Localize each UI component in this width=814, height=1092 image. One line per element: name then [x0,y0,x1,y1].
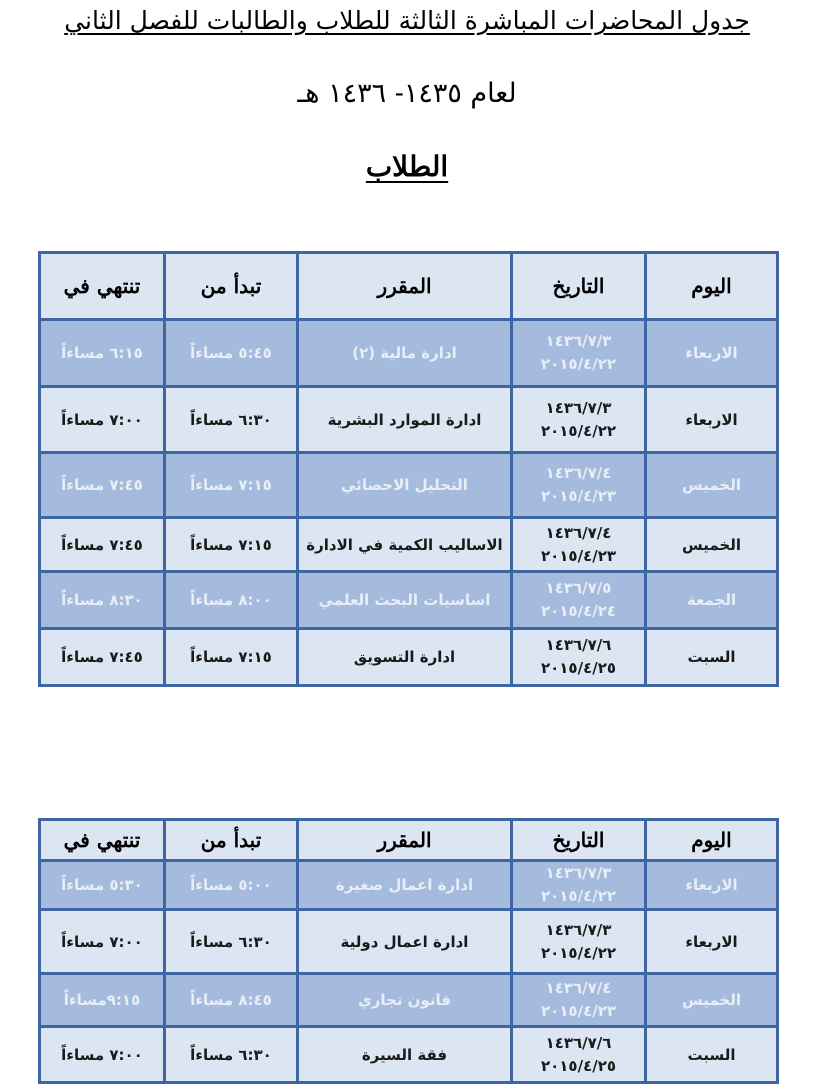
day-cell [646,320,778,387]
course-cell [298,518,512,572]
start-time-start: ٥:٤٥ مساءاً [190,344,272,362]
start-time-start: ٥:٠٠ مساءاً [190,876,272,894]
date-hijri: ١٤٣٦/٧/٦ [545,636,612,654]
end-time-cell [40,629,165,686]
course-cell [298,572,512,629]
date-hijri: ١٤٣٦/٧/٦ [545,1033,612,1052]
start-time-start: ٧:١٥ مساءاً [190,476,272,494]
course-course: اساسيات البحث العلمي [318,591,491,609]
start-time-cell [165,387,298,453]
day-day: الخميس [682,535,741,554]
start-time-cell [165,320,298,387]
date-hijri: ١٤٣٦/٧/٣ [545,332,612,350]
start-time-start: ٧:١٥ مساءاً [190,535,272,554]
end-time-end: ٥:٣٠ مساءاً [61,876,143,894]
table-row [40,518,778,572]
table-row [40,1027,778,1083]
date-cell [512,974,646,1027]
day-cell [646,910,778,974]
table-row [40,572,778,629]
date-greg: ٢٠١٥/٤/٢٤ [540,602,617,620]
start-time-start: ٨:٤٥ مساءاً [190,991,272,1009]
end-time-end: ٧:٠٠ مساءاً [61,932,143,951]
date-cell [512,320,646,387]
day-day: الاربعاء [685,876,738,894]
course-cell [298,861,512,910]
end-time-cell [40,320,165,387]
table-row [40,453,778,518]
date-greg: ٢٠١٥/٤/٢٢ [540,943,617,962]
table-header-row [40,253,778,320]
course-course: ادارة التسويق [353,648,456,666]
date-cell [512,1027,646,1083]
day-cell [646,518,778,572]
end-time-cell [40,1027,165,1083]
document-title: جدول المحاضرات المباشرة الثالثة للطلاب والطالبات للفصل الثاني [64,6,750,35]
course-cell [298,910,512,974]
date-cell [512,910,646,974]
column-header-start: تبدأ من [165,253,298,320]
date-hijri: ١٤٣٦/٧/٤ [545,979,612,997]
start-time-start: ٦:٣٠ مساءاً [190,932,272,951]
table-row [40,861,778,910]
day-cell [646,572,778,629]
column-header-start: تبدأ من [165,820,298,861]
table-row [40,974,778,1027]
course-cell [298,974,512,1027]
day-cell [646,387,778,453]
date-cell [512,572,646,629]
table-header-row [40,820,778,861]
date-hijri: ١٤٣٦/٧/٤ [545,523,612,542]
course-cell [298,453,512,518]
date-greg: ٢٠١٥/٤/٢٢ [540,421,617,440]
day-cell [646,861,778,910]
end-time-end: ٧:٠٠ مساءاً [61,1045,143,1064]
end-time-end: ٧:٠٠ مساءاً [61,410,143,429]
column-header-course: المقرر [298,820,512,861]
course-cell [298,629,512,686]
end-time-cell [40,387,165,453]
section-heading: الطلاب [365,150,449,183]
day-cell [646,629,778,686]
date-hijri: ١٤٣٦/٧/٣ [545,398,612,417]
course-cell [298,320,512,387]
date-hijri: ١٤٣٦/٧/٥ [545,579,612,597]
table-row [40,629,778,686]
column-header-day: اليوم [646,253,778,320]
day-cell [646,453,778,518]
start-time-cell [165,861,298,910]
start-time-cell [165,910,298,974]
day-day: الاربعاء [685,410,738,429]
end-time-end: ٩:١٥مساءاً [63,991,141,1009]
table-row [40,320,778,387]
day-day: السبت [687,648,736,666]
end-time-cell [40,910,165,974]
start-time-cell [165,629,298,686]
end-time-end: ٦:١٥ مساءاً [61,344,143,362]
column-header-end: تنتهي في [40,820,165,861]
end-time-cell [40,572,165,629]
schedule-table-1 [38,251,779,687]
start-time-cell [165,453,298,518]
date-hijri: ١٤٣٦/٧/٤ [545,464,612,482]
day-day: السبت [687,1045,736,1064]
start-time-start: ٨:٠٠ مساءاً [190,591,272,609]
date-cell [512,629,646,686]
end-time-cell [40,518,165,572]
column-header-course: المقرر [298,253,512,320]
course-course: ادارة اعمال صغيرة [335,876,474,894]
start-time-cell [165,518,298,572]
start-time-cell [165,1027,298,1083]
column-header-date: التاريخ [512,820,646,861]
date-cell [512,518,646,572]
table-row [40,387,778,453]
course-course: الاساليب الكمية في الادارة [306,535,503,554]
start-time-start: ٦:٣٠ مساءاً [190,1045,272,1064]
end-time-cell [40,974,165,1027]
day-day: الخميس [682,991,741,1009]
end-time-end: ٨:٣٠ مساءاً [61,591,143,609]
date-greg: ٢٠١٥/٤/٢٢ [540,355,617,373]
course-course: ادارة مالية (٢) [352,344,457,362]
course-course: فقة السيرة [361,1045,448,1064]
academic-year: لعام ١٤٣٥- ١٤٣٦ هـ [297,78,517,109]
date-cell [512,453,646,518]
day-day: الاربعاء [685,344,738,362]
date-greg: ٢٠١٥/٤/٢٣ [540,1002,617,1020]
course-course: ادارة اعمال دولية [340,932,469,951]
end-time-cell [40,453,165,518]
table-row [40,910,778,974]
course-course: التحليل الاحصائي [341,476,468,494]
course-cell [298,1027,512,1083]
start-time-start: ٧:١٥ مساءاً [190,648,272,666]
day-cell [646,1027,778,1083]
date-hijri: ١٤٣٦/٧/٣ [545,864,612,882]
column-header-date: التاريخ [512,253,646,320]
date-greg: ٢٠١٥/٤/٢٣ [540,546,617,565]
course-course: قانون تجاري [358,991,451,1009]
date-cell [512,861,646,910]
end-time-cell [40,861,165,910]
course-cell [298,387,512,453]
date-greg: ٢٠١٥/٤/٢٢ [540,887,617,905]
day-day: الاربعاء [685,932,738,951]
day-day: الجمعة [686,591,737,609]
end-time-end: ٧:٤٥ مساءاً [61,648,143,666]
date-greg: ٢٠١٥/٤/٢٥ [540,1056,617,1075]
date-cell [512,387,646,453]
column-header-day: اليوم [646,820,778,861]
start-time-cell [165,974,298,1027]
end-time-end: ٧:٤٥ مساءاً [61,535,143,554]
date-greg: ٢٠١٥/٤/٢٣ [540,487,617,505]
schedule-table-2 [38,818,779,1084]
day-day: الخميس [682,476,741,494]
day-cell [646,974,778,1027]
date-hijri: ١٤٣٦/٧/٣ [545,920,612,939]
start-time-start: ٦:٣٠ مساءاً [190,410,272,429]
end-time-end: ٧:٤٥ مساءاً [61,476,143,494]
start-time-cell [165,572,298,629]
column-header-end: تنتهي في [40,253,165,320]
date-greg: ٢٠١٥/٤/٢٥ [540,659,617,677]
course-course: ادارة الموارد البشرية [327,410,482,429]
